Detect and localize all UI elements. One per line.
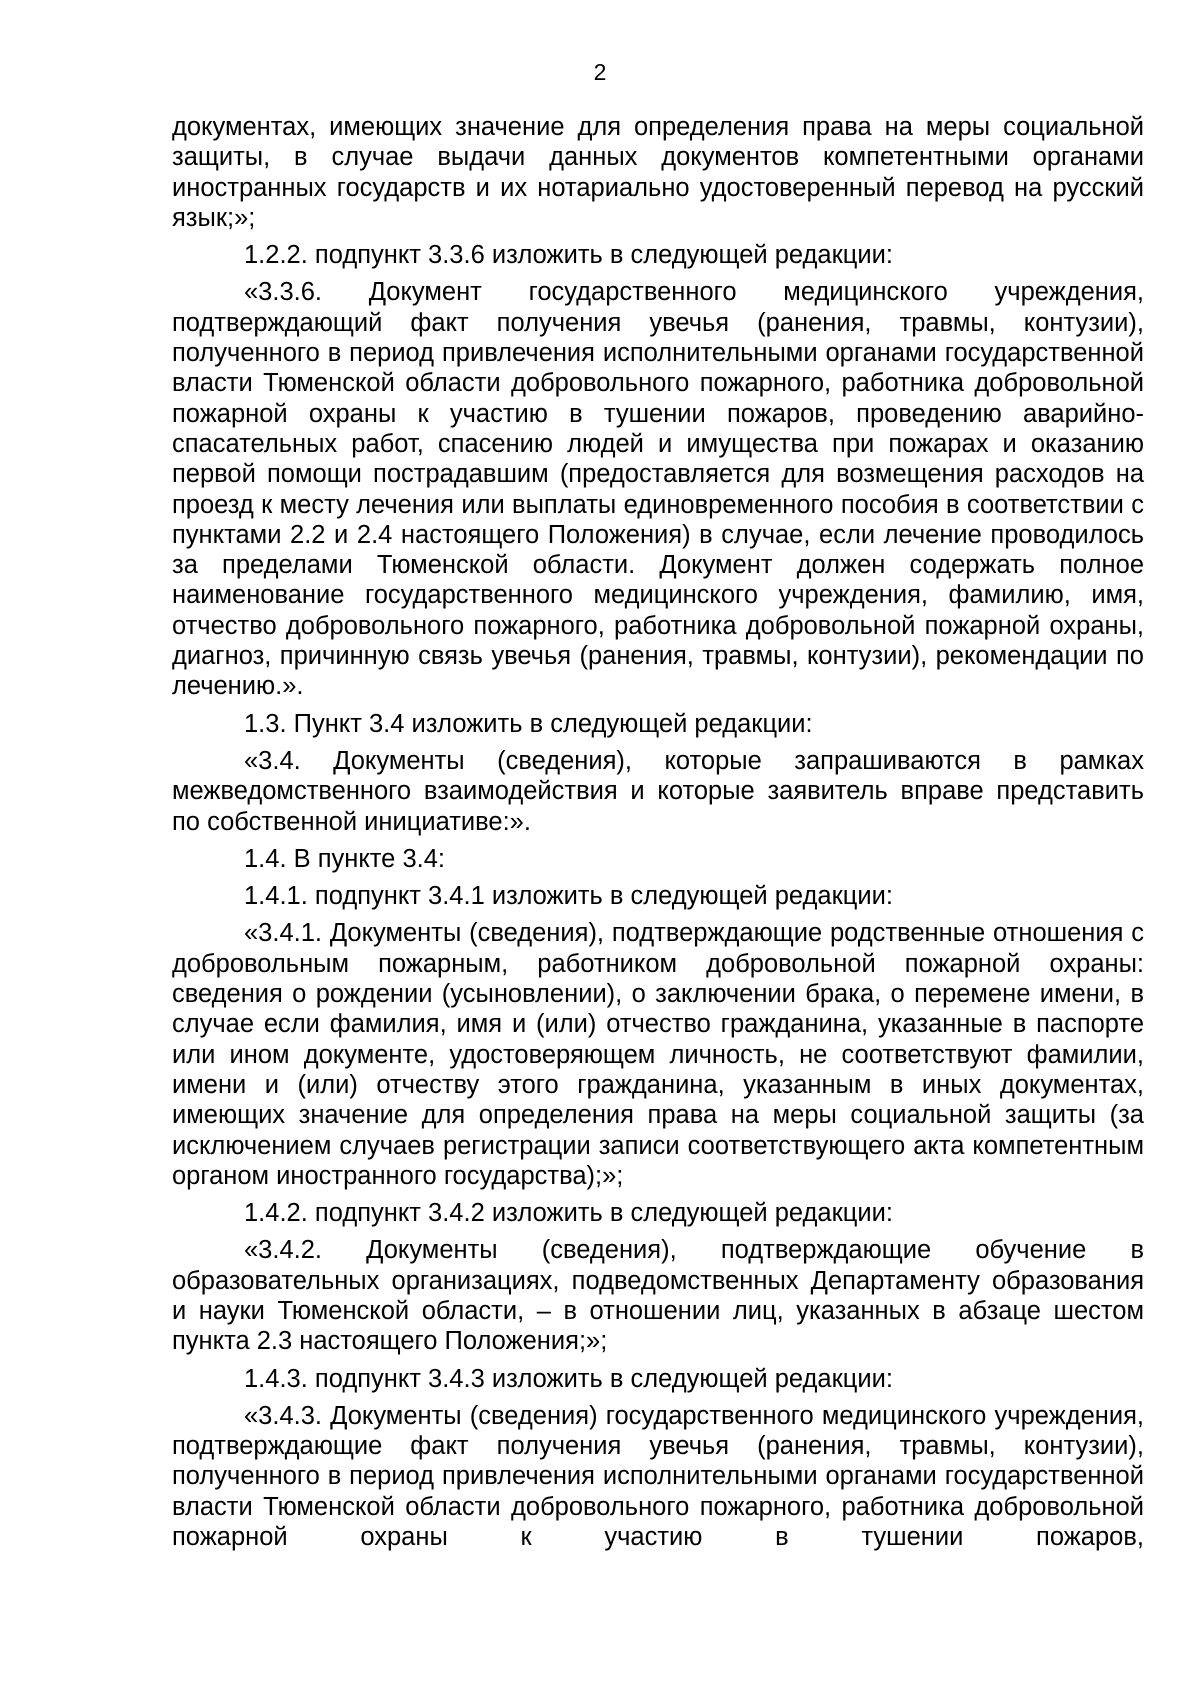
paragraph-1-4: 1.4. В пункте 3.4: <box>244 844 445 873</box>
paragraph-3-4-2: «3.4.2. Документы (сведения), подтверждающие обучение в образовательных организациях, подведомственных Департаменту образования и науки Тюменской области, – в отношении лиц, указанных в абзаце шестом пункта 2.3 настоящего Положения;»; <box>172 1236 1144 1356</box>
paragraph-1-4-1: 1.4.1. подпункт 3.4.1 изложить в следующей редакции: <box>244 882 893 911</box>
paragraph-1-4-2: 1.4.2. подпункт 3.4.2 изложить в следующей редакции: <box>244 1199 893 1228</box>
paragraph-continuation: документах, имеющих значение для определения права на меры социальной защиты, в случае выдачи данных документов компетентными органами иностранных государств и их нотариально удостоверенный перевод на русский язык;»; <box>172 113 1144 232</box>
paragraph-3-4-1: «3.4.1. Документы (сведения), подтверждающие родственные отношения с добровольным пожарным, работником добровольной пожарной охраны: сведения о рождении (усыновлении), о заключении брака, о перемене имени, в случае если фамилия, имя и (или) отчество гражданина, указанные в паспорте или ином документе, удостоверяющем личность, не соответствуют фамилии, имени и (или) отчеству этого гражданина, указанным в иных документах, имеющих значение для определения права на меры социальной защиты (за исключением случаев регистрации записи соответствующего акта компетентным органом иностранного государства);»; <box>172 919 1144 1190</box>
paragraph-1-2-2: 1.2.2. подпункт 3.3.6 изложить в следующей редакции: <box>244 241 893 270</box>
paragraph-3-3-6: «3.3.6. Документ государственного медицинского учреждения, подтверждающий факт получения увечья (ранения, травмы, контузии), полученного в период привлечения исполнительными органами государственной власти Тюменской области добровольного пожарного, работника добровольной пожарной охраны к участию в тушении пожаров, проведению аварийно-спасательных работ, спасению людей и имущества при пожарах и оказанию первой помощи пострадавшим (предоставляется для возмещения расходов на проезд к месту лечения или выплаты единовременного пособия в соответствии с пунктами 2.2 и 2.4 настоящего Положения) в случае, если лечение проводилось за пределами Тюменской области. Документ должен содержать полное наименование государственного медицинского учреждения, фамилию, имя, отчество добровольного пожарного, работника добровольной пожарной охраны, диагноз, причинную связь увечья (ранения, травмы, контузии), рекомендации по лечению.». <box>172 278 1144 701</box>
paragraph-3-4-3: «3.4.3. Документы (сведения) государственного медицинского учреждения, подтверждающие факт получения увечья (ранения, травмы, контузии), полученного в период привлечения исполнительными органами государственной власти Тюменской области добровольного пожарного, работника добровольной пожарной охраны к участию в тушении пожаров, <box>172 1401 1144 1552</box>
paragraph-1-3: 1.3. Пункт 3.4 изложить в следующей редакции: <box>244 709 813 738</box>
paragraph-1-4-3: 1.4.3. подпункт 3.4.3 изложить в следующей редакции: <box>244 1364 893 1393</box>
document-body <box>172 112 1144 1559</box>
page-number: 2 <box>593 59 607 85</box>
paragraph-3-4: «3.4. Документы (сведения), которые запрашиваются в рамках межведомственного взаимодействия и которые заявитель вправе представить по собственной инициативе:». <box>172 746 1144 836</box>
